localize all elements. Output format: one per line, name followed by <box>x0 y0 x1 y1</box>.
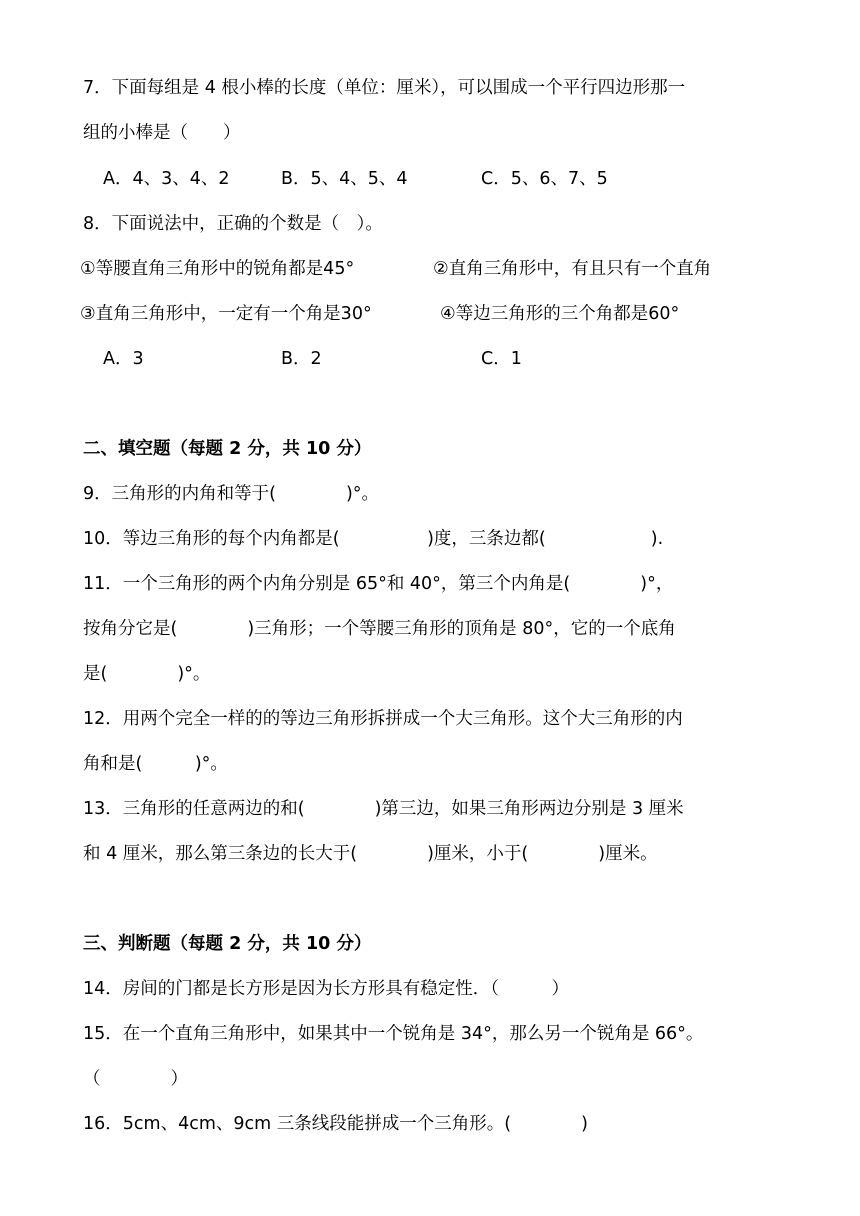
q8-option-a: A．3 <box>103 349 144 369</box>
q7-option-c: C．5、6、7、5 <box>481 169 608 189</box>
q9: 9．三角形的内角和等于( )°。 <box>83 484 380 504</box>
q12-line-1: 12．用两个完全一样的的等边三角形拆拼成一个大三角形。这个大三角形的内 <box>83 709 683 729</box>
q11-line-1: 11．一个三角形的两个内角分别是 65°和 40°，第三个内角是( )°， <box>83 574 674 594</box>
q12-line-2: 角和是( )°。 <box>83 754 228 774</box>
q7-line-1: 7．下面每组是 4 根小棒的长度（单位：厘米），可以围成一个平行四边形那一 <box>83 78 686 98</box>
q8-statement-4: ④等边三角形的三个角都是60° <box>440 304 680 324</box>
q8-option-b: B．2 <box>281 349 322 369</box>
q8-statement-2: ②直角三角形中，有且只有一个直角 <box>433 259 712 279</box>
q8-statement-1: ①等腰直角三角形中的锐角都是45° <box>80 259 355 279</box>
q8-option-c: C．1 <box>481 349 522 369</box>
q15-line-2: （ ） <box>83 1069 188 1089</box>
q14: 14．房间的门都是长方形是因为长方形具有稳定性．（ ） <box>83 979 570 999</box>
judge-section-heading: 三、判断题（每题 2 分，共 10 分） <box>83 934 372 954</box>
q10: 10．等边三角形的每个内角都是( )度，三条边都( ). <box>83 529 664 549</box>
q7-line-2: 组的小棒是（ ） <box>83 123 241 143</box>
q13-line-2: 和 4 厘米，那么第三条边的长大于( )厘米，小于( )厘米。 <box>83 844 658 864</box>
q7-option-a: A．4、3、4、2 <box>103 169 230 189</box>
q11-line-2: 按角分它是( )三角形；一个等腰三角形的顶角是 80°，它的一个底角 <box>83 619 676 639</box>
q16: 16．5cm、4cm、9cm 三条线段能拼成一个三角形。( ) <box>83 1114 588 1134</box>
q8-stem: 8．下面说法中，正确的个数是（ ）。 <box>83 214 383 234</box>
q11-line-3: 是( )°。 <box>83 664 211 684</box>
q15-line-1: 15．在一个直角三角形中，如果其中一个锐角是 34°，那么另一个锐角是 66°。 <box>83 1024 704 1044</box>
q8-statement-3: ③直角三角形中，一定有一个角是30° <box>80 304 372 324</box>
fill-section-heading: 二、填空题（每题 2 分，共 10 分） <box>83 439 372 459</box>
q13-line-1: 13．三角形的任意两边的和( )第三边，如果三角形两边分别是 3 厘米 <box>83 799 684 819</box>
q7-option-b: B．5、4、5、4 <box>281 169 408 189</box>
